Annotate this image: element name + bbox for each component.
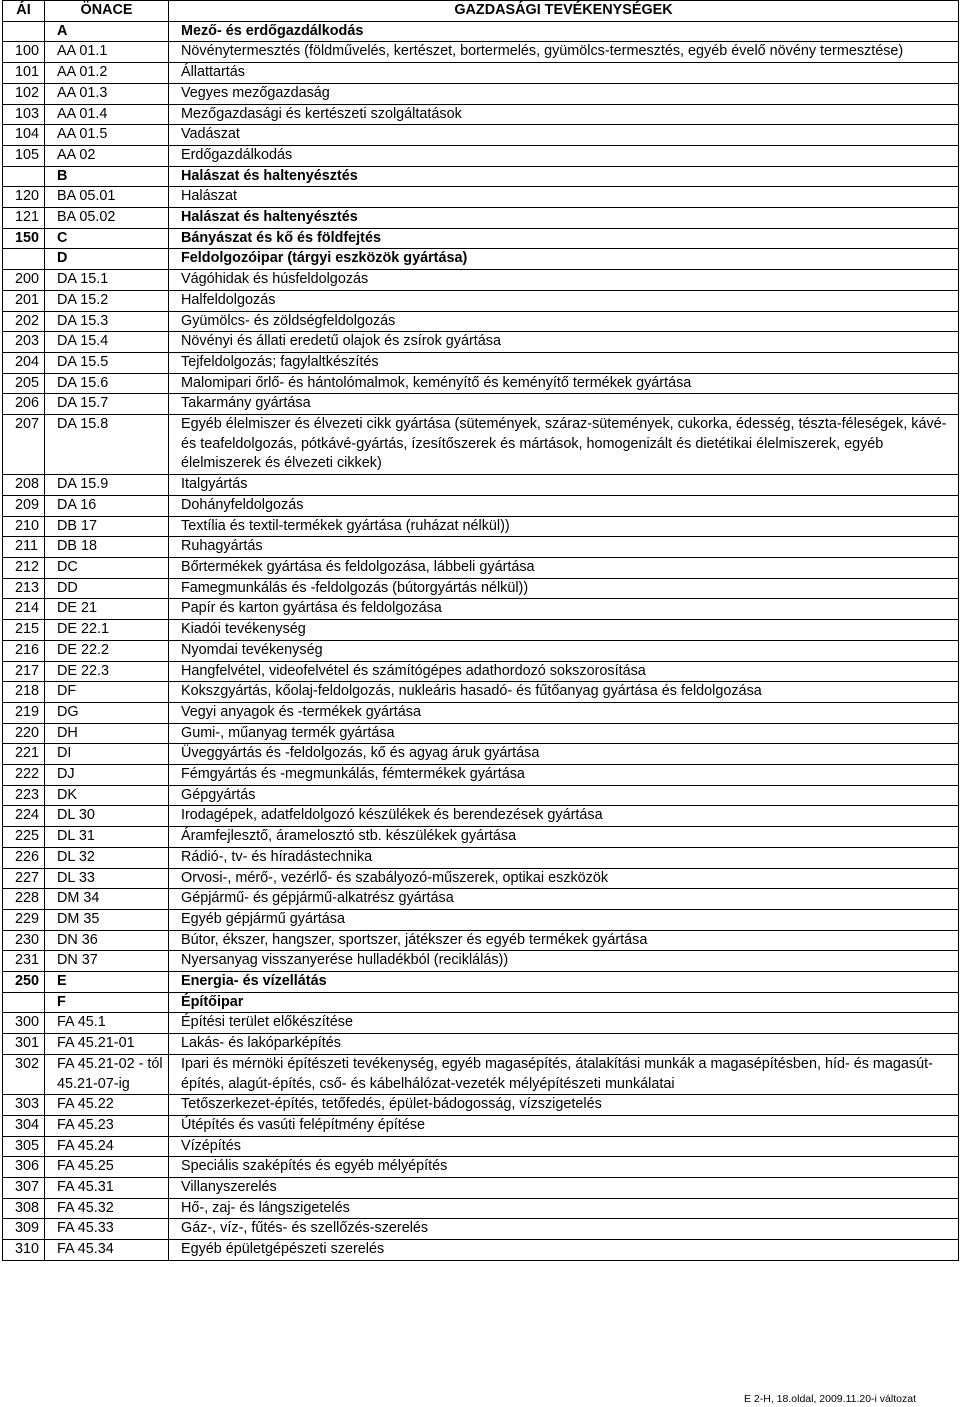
header-ai: ÁI: [3, 1, 45, 22]
onace-code-cell: FA 45.23: [45, 1115, 169, 1136]
activity-description-cell: Tejfeldolgozás; fagylaltkészítés: [169, 352, 959, 373]
ai-cell: 224: [3, 806, 45, 827]
table-row: [3, 785, 959, 806]
activity-description-cell: Kokszgyártás, kőolaj-feldolgozás, nukleáris hasadó- és fűtőanyag gyártása és feldolgozása: [169, 682, 959, 703]
activity-description-cell: Orvosi-, mérő-, vezérlő- és szabályozó-műszerek, optikai eszközök: [169, 868, 959, 889]
activity-description-cell: Erdőgazdálkodás: [169, 145, 959, 166]
onace-code-cell: DB 17: [45, 516, 169, 537]
activity-description-cell: Bőrtermékek gyártása és feldolgozása, lábbeli gyártása: [169, 557, 959, 578]
onace-code-cell: DA 15.5: [45, 352, 169, 373]
ai-cell: 211: [3, 537, 45, 558]
activity-description-cell: Lakás- és lakóparképítés: [169, 1034, 959, 1055]
table-row: [3, 1136, 959, 1157]
onace-code-cell: AA 01.3: [45, 83, 169, 104]
ai-cell: [3, 249, 45, 270]
table-body: [3, 21, 959, 1260]
table-row: [3, 332, 959, 353]
onace-code-cell: DN 37: [45, 951, 169, 972]
activity-description-cell: Fémgyártás és -megmunkálás, fémtermékek gyártása: [169, 765, 959, 786]
onace-code-cell: BA 05.01: [45, 187, 169, 208]
activity-description-cell: Papír és karton gyártása és feldolgozása: [169, 599, 959, 620]
table-row: [3, 1115, 959, 1136]
table-row: [3, 930, 959, 951]
activity-description-cell: Malomipari őrlő- és hántolómalmok, keményítő és keményítő termékek gyártása: [169, 373, 959, 394]
onace-code-cell: A: [45, 21, 169, 42]
ai-cell: 120: [3, 187, 45, 208]
table-row: [3, 827, 959, 848]
table-header-row: [3, 1, 959, 22]
onace-code-cell: DL 32: [45, 847, 169, 868]
header-onace: ÖNACE: [45, 1, 169, 22]
ai-cell: 221: [3, 744, 45, 765]
onace-code-cell: E: [45, 972, 169, 993]
table-row: [3, 125, 959, 146]
activities-table: [2, 0, 959, 1261]
table-row: [3, 187, 959, 208]
table-row: [3, 1013, 959, 1034]
table-row: [3, 889, 959, 910]
onace-code-cell: FA 45.32: [45, 1198, 169, 1219]
onace-code-cell: DL 31: [45, 827, 169, 848]
onace-code-cell: DE 22.3: [45, 661, 169, 682]
table-row: [3, 868, 959, 889]
activity-description-cell: Gyümölcs- és zöldségfeldolgozás: [169, 311, 959, 332]
table-row: [3, 640, 959, 661]
activity-description-cell: Vegyi anyagok és -termékek gyártása: [169, 702, 959, 723]
table-row: [3, 537, 959, 558]
activity-description-cell: Gépjármű- és gépjármű-alkatrész gyártása: [169, 889, 959, 910]
ai-cell: 150: [3, 228, 45, 249]
table-row: [3, 578, 959, 599]
ai-cell: 212: [3, 557, 45, 578]
onace-code-cell: AA 01.1: [45, 42, 169, 63]
activity-description-cell: Rádió-, tv- és híradástechnika: [169, 847, 959, 868]
table-row: [3, 1219, 959, 1240]
onace-code-cell: DH: [45, 723, 169, 744]
activity-description-cell: Hő-, zaj- és lángszigetelés: [169, 1198, 959, 1219]
activity-description-cell: Nyersanyag visszanyerése hulladékból (reciklálás)): [169, 951, 959, 972]
onace-code-cell: DA 15.3: [45, 311, 169, 332]
table-row: [3, 270, 959, 291]
ai-cell: 308: [3, 1198, 45, 1219]
onace-code-cell: DA 15.1: [45, 270, 169, 291]
ai-cell: 229: [3, 909, 45, 930]
onace-code-cell: B: [45, 166, 169, 187]
ai-cell: [3, 992, 45, 1013]
onace-code-cell: DA 15.4: [45, 332, 169, 353]
activity-description-cell: Gumi-, műanyag termék gyártása: [169, 723, 959, 744]
ai-cell: 305: [3, 1136, 45, 1157]
table-row: [3, 63, 959, 84]
header-activity: GAZDASÁGI TEVÉKENYSÉGEK: [169, 1, 959, 22]
ai-cell: 219: [3, 702, 45, 723]
ai-cell: 101: [3, 63, 45, 84]
ai-cell: 202: [3, 311, 45, 332]
onace-code-cell: DD: [45, 578, 169, 599]
table-row: [3, 682, 959, 703]
activity-description-cell: Építőipar: [169, 992, 959, 1013]
activity-description-cell: Halászat és haltenyésztés: [169, 208, 959, 229]
activity-description-cell: Építési terület előkészítése: [169, 1013, 959, 1034]
ai-cell: 209: [3, 495, 45, 516]
onace-code-cell: C: [45, 228, 169, 249]
table-row: [3, 1054, 959, 1094]
ai-cell: [3, 166, 45, 187]
table-row: [3, 1095, 959, 1116]
ai-cell: 105: [3, 145, 45, 166]
onace-code-cell: FA 45.34: [45, 1240, 169, 1261]
onace-code-cell: DA 16: [45, 495, 169, 516]
activity-description-cell: Nyomdai tevékenység: [169, 640, 959, 661]
activity-description-cell: Gáz-, víz-, fűtés- és szellőzés-szerelés: [169, 1219, 959, 1240]
activity-description-cell: Hangfelvétel, videofelvétel és számítógépes adathordozó sokszorosítása: [169, 661, 959, 682]
activity-description-cell: Halászat és haltenyésztés: [169, 166, 959, 187]
onace-code-cell: FA 45.1: [45, 1013, 169, 1034]
table-row: [3, 599, 959, 620]
ai-cell: [3, 21, 45, 42]
onace-code-cell: AA 01.4: [45, 104, 169, 125]
table-row: [3, 42, 959, 63]
onace-code-cell: FA 45.24: [45, 1136, 169, 1157]
onace-code-cell: FA 45.25: [45, 1157, 169, 1178]
ai-cell: 225: [3, 827, 45, 848]
ai-cell: 217: [3, 661, 45, 682]
onace-code-cell: DG: [45, 702, 169, 723]
activity-description-cell: Növényi és állati eredetű olajok és zsírok gyártása: [169, 332, 959, 353]
activity-description-cell: Textília és textil-termékek gyártása (ruházat nélkül)): [169, 516, 959, 537]
table-row: [3, 415, 959, 475]
activity-description-cell: Tetőszerkezet-építés, tetőfedés, épület-bádogosság, vízszigetelés: [169, 1095, 959, 1116]
activity-description-cell: Növénytermesztés (földművelés, kertészet, bortermelés, gyümölcs-termesztés, egyéb évelő növény termesztése): [169, 42, 959, 63]
ai-cell: 303: [3, 1095, 45, 1116]
table-row: [3, 249, 959, 270]
table-row: [3, 83, 959, 104]
table-row: [3, 475, 959, 496]
onace-code-cell: DA 15.6: [45, 373, 169, 394]
activity-description-cell: Állattartás: [169, 63, 959, 84]
ai-cell: 215: [3, 620, 45, 641]
activity-description-cell: Gépgyártás: [169, 785, 959, 806]
ai-cell: 207: [3, 415, 45, 475]
onace-code-cell: DL 30: [45, 806, 169, 827]
activity-description-cell: Egyéb gépjármű gyártása: [169, 909, 959, 930]
onace-code-cell: FA 45.21-02 - tól 45.21-07-ig: [45, 1054, 169, 1094]
table-row: [3, 620, 959, 641]
ai-cell: 310: [3, 1240, 45, 1261]
activity-description-cell: Halfeldolgozás: [169, 290, 959, 311]
table-row: [3, 806, 959, 827]
onace-code-cell: DF: [45, 682, 169, 703]
onace-code-cell: DA 15.7: [45, 394, 169, 415]
ai-cell: 100: [3, 42, 45, 63]
table-row: [3, 1157, 959, 1178]
onace-code-cell: F: [45, 992, 169, 1013]
onace-code-cell: FA 45.31: [45, 1178, 169, 1199]
table-row: [3, 228, 959, 249]
ai-cell: 307: [3, 1178, 45, 1199]
onace-code-cell: DL 33: [45, 868, 169, 889]
ai-cell: 304: [3, 1115, 45, 1136]
activity-description-cell: Vegyes mezőgazdaság: [169, 83, 959, 104]
onace-code-cell: DM 35: [45, 909, 169, 930]
activity-description-cell: Speciális szaképítés és egyéb mélyépítés: [169, 1157, 959, 1178]
table-row: [3, 972, 959, 993]
activity-description-cell: Vadászat: [169, 125, 959, 146]
page-footer: E 2-H, 18.oldal, 2009.11.20-i változat: [744, 1393, 916, 1405]
table-row: [3, 909, 959, 930]
onace-code-cell: AA 01.5: [45, 125, 169, 146]
activity-description-cell: Üveggyártás és -feldolgozás, kő és agyag áruk gyártása: [169, 744, 959, 765]
activity-description-cell: Feldolgozóipar (tárgyi eszközök gyártása): [169, 249, 959, 270]
activity-description-cell: Villanyszerelés: [169, 1178, 959, 1199]
onace-code-cell: D: [45, 249, 169, 270]
ai-cell: 227: [3, 868, 45, 889]
ai-cell: 228: [3, 889, 45, 910]
ai-cell: 302: [3, 1054, 45, 1094]
table-row: [3, 702, 959, 723]
activity-description-cell: Útépítés és vasúti felépítmény építése: [169, 1115, 959, 1136]
table-row: [3, 1178, 959, 1199]
activity-description-cell: Bútor, ékszer, hangszer, sportszer, játékszer és egyéb termékek gyártása: [169, 930, 959, 951]
activity-description-cell: Ruhagyártás: [169, 537, 959, 558]
activity-description-cell: Bányászat és kő és földfejtés: [169, 228, 959, 249]
onace-code-cell: DN 36: [45, 930, 169, 951]
ai-cell: 204: [3, 352, 45, 373]
ai-cell: 230: [3, 930, 45, 951]
table-row: [3, 311, 959, 332]
table-row: [3, 21, 959, 42]
table-row: [3, 1240, 959, 1261]
activity-description-cell: Energia- és vízellátás: [169, 972, 959, 993]
activity-description-cell: Irodagépek, adatfeldolgozó készülékek és berendezések gyártása: [169, 806, 959, 827]
activity-description-cell: Italgyártás: [169, 475, 959, 496]
activity-description-cell: Kiadói tevékenység: [169, 620, 959, 641]
table-row: [3, 951, 959, 972]
table-row: [3, 373, 959, 394]
ai-cell: 102: [3, 83, 45, 104]
table-row: [3, 661, 959, 682]
ai-cell: 218: [3, 682, 45, 703]
ai-cell: 203: [3, 332, 45, 353]
activity-description-cell: Mező- és erdőgazdálkodás: [169, 21, 959, 42]
ai-cell: 216: [3, 640, 45, 661]
ai-cell: 200: [3, 270, 45, 291]
onace-code-cell: AA 02: [45, 145, 169, 166]
ai-cell: 208: [3, 475, 45, 496]
ai-cell: 213: [3, 578, 45, 599]
ai-cell: 121: [3, 208, 45, 229]
ai-cell: 306: [3, 1157, 45, 1178]
onace-code-cell: BA 05.02: [45, 208, 169, 229]
activity-description-cell: Vágóhidak és húsfeldolgozás: [169, 270, 959, 291]
ai-cell: 250: [3, 972, 45, 993]
table-row: [3, 394, 959, 415]
onace-code-cell: FA 45.33: [45, 1219, 169, 1240]
onace-code-cell: FA 45.22: [45, 1095, 169, 1116]
table-row: [3, 557, 959, 578]
activity-description-cell: Halászat: [169, 187, 959, 208]
activity-description-cell: Egyéb épületgépészeti szerelés: [169, 1240, 959, 1261]
ai-cell: 309: [3, 1219, 45, 1240]
table-row: [3, 1198, 959, 1219]
table-row: [3, 847, 959, 868]
activity-description-cell: Famegmunkálás és -feldolgozás (bútorgyártás nélkül)): [169, 578, 959, 599]
onace-code-cell: DA 15.2: [45, 290, 169, 311]
ai-cell: 206: [3, 394, 45, 415]
table-row: [3, 290, 959, 311]
activity-description-cell: Ipari és mérnöki építészeti tevékenység, egyéb magasépítés, átalakítási munkák a magasépítésben, híd- és magasút-építés, alagút-építés, cső- és kábelhálózat-vezeték mélyépítészeti munkálatai: [169, 1054, 959, 1094]
ai-cell: 301: [3, 1034, 45, 1055]
table-row: [3, 208, 959, 229]
ai-cell: 210: [3, 516, 45, 537]
ai-cell: 201: [3, 290, 45, 311]
onace-code-cell: DM 34: [45, 889, 169, 910]
ai-cell: 104: [3, 125, 45, 146]
table-row: [3, 516, 959, 537]
onace-code-cell: FA 45.21-01: [45, 1034, 169, 1055]
table-row: [3, 992, 959, 1013]
onace-code-cell: DA 15.8: [45, 415, 169, 475]
table-row: [3, 145, 959, 166]
onace-code-cell: DC: [45, 557, 169, 578]
table-row: [3, 723, 959, 744]
table-row: [3, 352, 959, 373]
onace-code-cell: DJ: [45, 765, 169, 786]
ai-cell: 222: [3, 765, 45, 786]
ai-cell: 220: [3, 723, 45, 744]
table-row: [3, 495, 959, 516]
onace-code-cell: DE 21: [45, 599, 169, 620]
onace-code-cell: DB 18: [45, 537, 169, 558]
ai-cell: 226: [3, 847, 45, 868]
ai-cell: 223: [3, 785, 45, 806]
ai-cell: 205: [3, 373, 45, 394]
onace-code-cell: AA 01.2: [45, 63, 169, 84]
activity-description-cell: Dohányfeldolgozás: [169, 495, 959, 516]
activity-description-cell: Mezőgazdasági és kertészeti szolgáltatások: [169, 104, 959, 125]
activity-description-cell: Vízépítés: [169, 1136, 959, 1157]
table-row: [3, 104, 959, 125]
ai-cell: 300: [3, 1013, 45, 1034]
onace-code-cell: DE 22.1: [45, 620, 169, 641]
onace-code-cell: DA 15.9: [45, 475, 169, 496]
ai-cell: 231: [3, 951, 45, 972]
table-row: [3, 765, 959, 786]
activity-description-cell: Takarmány gyártása: [169, 394, 959, 415]
table-row: [3, 1034, 959, 1055]
activity-description-cell: Áramfejlesztő, áramelosztó stb. készülékek gyártása: [169, 827, 959, 848]
ai-cell: 214: [3, 599, 45, 620]
table-row: [3, 166, 959, 187]
onace-code-cell: DK: [45, 785, 169, 806]
onace-code-cell: DI: [45, 744, 169, 765]
activity-description-cell: Egyéb élelmiszer és élvezeti cikk gyártása (sütemények, száraz-sütemények, cukorka, édesség, tészta-féleségek, kávé- és teafeldolgozás, pótkávé-gyártás, ízesítőszerek és mártások, homogenizált és dietétikai élelmiszerek, egyéb élelmiszerek és élvezeti cikkek): [169, 415, 959, 475]
ai-cell: 103: [3, 104, 45, 125]
onace-code-cell: DE 22.2: [45, 640, 169, 661]
table-row: [3, 744, 959, 765]
